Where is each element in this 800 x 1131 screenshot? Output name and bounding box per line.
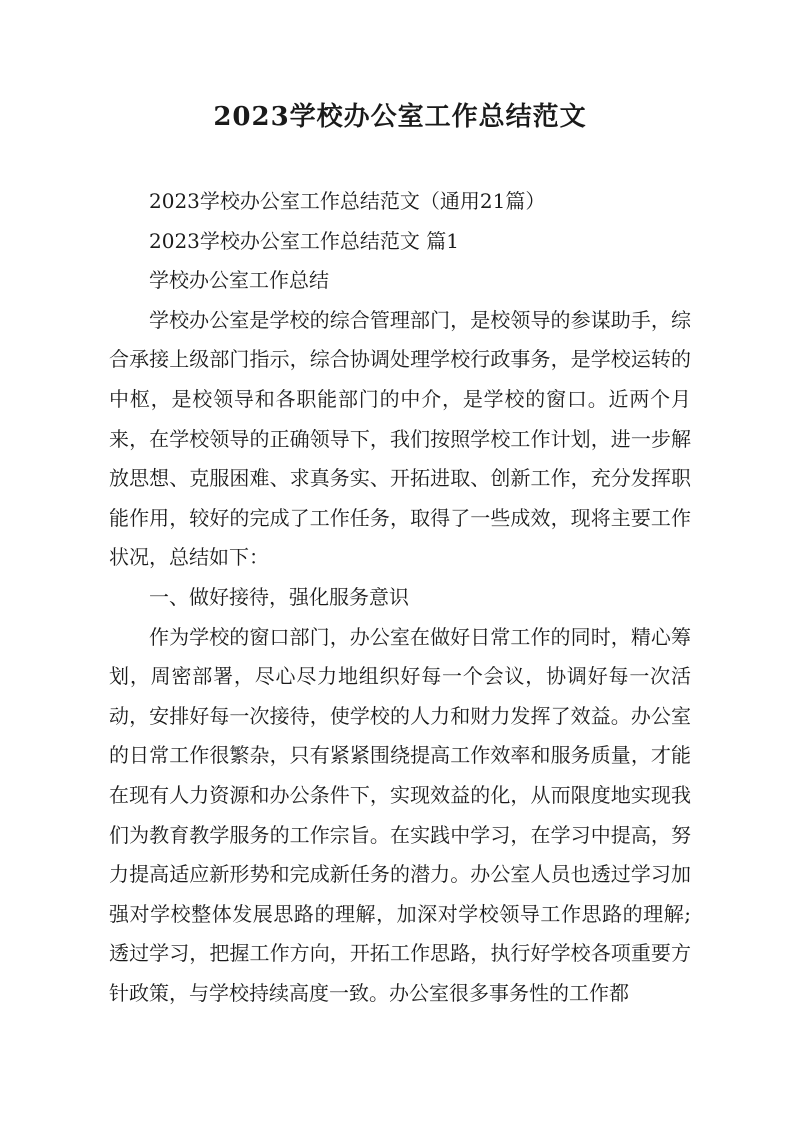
summary-heading-paragraph: 学校办公室工作总结 [149,268,329,293]
intro-paragraph: 学校办公室是学校的综合管理部门，是校领导的参谋助手，综合承接上级部门指示，综合协调处理学校行政事务，是学校运转的中枢，是校领导和各职能部门的中介，是学校的窗口。近两个月来，在学校领导的正确领导下，我们按照学校工作计划，进一步解放思想、克服困难、求真务实、开拓进取、创新工作，充分发挥职能作用，较好的完成了工作任务，取得了一些成效，现将主要工作状况，总结如下： [109,307,691,570]
document-title: 2023学校办公室工作总结范文 [213,102,587,132]
section-heading-paragraph: 一、做好接待，强化服务意识 [149,584,409,609]
document-body [109,182,691,1013]
subtitle-paragraph: 2023学校办公室工作总结范文（通用21篇） [149,189,546,213]
section-title-paragraph: 2023学校办公室工作总结范文 篇1 [149,228,459,253]
body-paragraph: 作为学校的窗口部门，办公室在做好日常工作的同时，精心筹划，周密部署，尽心尽力地组织好每一个会议，协调好每一次活动，安排好每一次接待，使学校的人力和财力发挥了效益。办公室的日常工作很繁杂，只有紧紧围绕提高工作效率和服务质量，才能在现有人力资源和办公条件下，实现效益的化，从而限度地实现我们为教育教学服务的工作宗旨。在实践中学习，在学习中提高，努力提高适应新形势和完成新任务的潜力。办公室人员也透过学习加强对学校整体发展思路的理解，加深对学校领导工作思路的理解;透过学习，把握工作方向，开拓工作思路，执行好学校各项重要方针政策，与学校持续高度一致。办公室很多事务性的工作都 [109,624,691,1005]
